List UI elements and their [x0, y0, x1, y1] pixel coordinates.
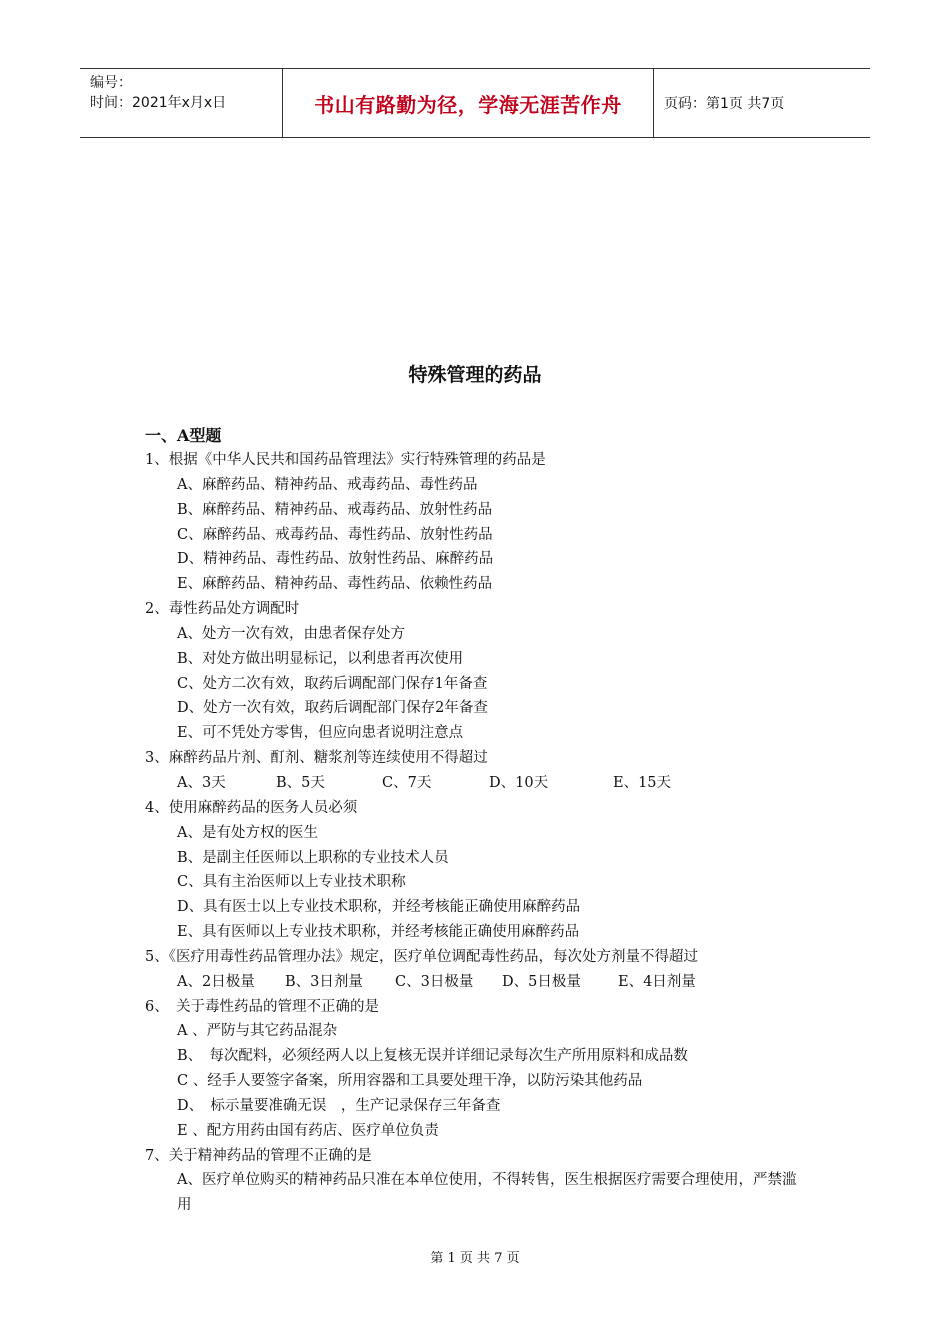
- question-2-option-b: B、对处方做出明显标记，以利患者再次使用: [177, 650, 464, 667]
- number-label: 编号：: [90, 75, 132, 91]
- question-2-option-d: D、处方一次有效，取药后调配部门保存2年备查: [177, 700, 488, 717]
- question-4-option-c: C、具有主治医师以上专业技术职称: [177, 874, 406, 891]
- question-6-option-d: D、 标示量要准确无误 ，生产记录保存三年备查: [177, 1097, 501, 1114]
- question-1-option-e: E、麻醉药品、精神药品、毒性药品、依赖性药品: [177, 576, 493, 593]
- question-3-option-a: A、3天: [177, 774, 226, 791]
- question-6-option-b: B、 每次配料，必须经两人以上复核无误并详细记录每次生产所用原料和成品数: [177, 1048, 688, 1065]
- question-3-option-c: C、7天: [382, 774, 432, 791]
- document-body: [145, 424, 825, 1218]
- question-3-option-b: B、5天: [276, 774, 325, 791]
- question-7-option-a: A、医疗单位购买的精神药品只准在本单位使用，不得转售，医生根据医疗需要合理使用，严禁滥用: [177, 1172, 797, 1214]
- question-1-stem: 1、根据《中华人民共和国药品管理法》实行特殊管理的药品是: [145, 452, 546, 468]
- question-4-option-b: B、是副主任医师以上职称的专业技术人员: [177, 849, 449, 866]
- question-5-options: [145, 970, 825, 995]
- question-5-option-a: A、2日极量: [177, 973, 255, 990]
- section-heading: 一、A型题: [145, 426, 222, 445]
- question-5-option-b: B、3日剂量: [285, 973, 363, 990]
- page-header: [80, 68, 870, 138]
- question-6-option-e: E 、配方用药由国有药店、医疗单位负责: [177, 1122, 439, 1139]
- question-6-stem: 6、 关于毒性药品的管理不正确的是: [145, 998, 379, 1015]
- question-3-option-e: E、15天: [613, 774, 672, 791]
- question-2-option-e: E、可不凭处方零售，但应向患者说明注意点: [177, 725, 464, 742]
- question-5-option-e: E、4日剂量: [618, 973, 696, 990]
- question-2-stem: 2、毒性药品处方调配时: [145, 601, 300, 618]
- question-1-option-d: D、精神药品、毒性药品、放射性药品、麻醉药品: [177, 551, 494, 568]
- question-6-option-a: A 、严防与其它药品混杂: [177, 1023, 338, 1040]
- question-4-option-d: D、具有医士以上专业技术职称，并经考核能正确使用麻醉药品: [177, 899, 581, 916]
- question-4-stem: 4、使用麻醉药品的医务人员必须: [145, 799, 358, 816]
- question-1-option-b: B、麻醉药品、精神药品、戒毒药品、放射性药品: [177, 501, 493, 518]
- question-3-options: [145, 771, 825, 796]
- question-5-option-c: C、3日极量: [395, 973, 474, 990]
- page-footer: 第 1 页 共 7 页: [430, 1251, 520, 1266]
- document-title: 特殊管理的药品: [408, 364, 542, 386]
- question-3-stem: 3、麻醉药品片剂、酊剂、糖浆剂等连续使用不得超过: [145, 750, 488, 767]
- question-2-option-a: A、处方一次有效，由患者保存处方: [177, 625, 405, 642]
- question-5-stem: 5、《医疗用毒性药品管理办法》规定，医疗单位调配毒性药品，每次处方剂量不得超过: [145, 948, 698, 965]
- question-4-option-e: E、具有医师以上专业技术职称，并经考核能正确使用麻醉药品: [177, 924, 580, 941]
- question-3-option-d: D、10天: [489, 774, 549, 791]
- header-motto: 书山有路勤为径，学海无涯苦作舟: [282, 69, 654, 137]
- question-1-option-c: C、麻醉药品、戒毒药品、毒性药品、放射性药品: [177, 526, 493, 543]
- question-1-option-a: A、麻醉药品、精神药品、戒毒药品、毒性药品: [177, 476, 478, 493]
- question-7-stem: 7、关于精神药品的管理不正确的是: [145, 1147, 372, 1164]
- time-label: 时间：2021年x月x日: [90, 95, 227, 111]
- header-left-cell: [80, 69, 282, 137]
- question-2-option-c: C、处方二次有效，取药后调配部门保存1年备查: [177, 675, 488, 692]
- question-4-option-a: A、是有处方权的医生: [177, 824, 318, 841]
- question-5-option-d: D、5日极量: [502, 973, 581, 990]
- header-page-info: 页码：第1页 共7页: [664, 96, 785, 112]
- question-6-option-c: C 、经手人要签字备案，所用容器和工具要处理干净，以防污染其他药品: [177, 1073, 643, 1090]
